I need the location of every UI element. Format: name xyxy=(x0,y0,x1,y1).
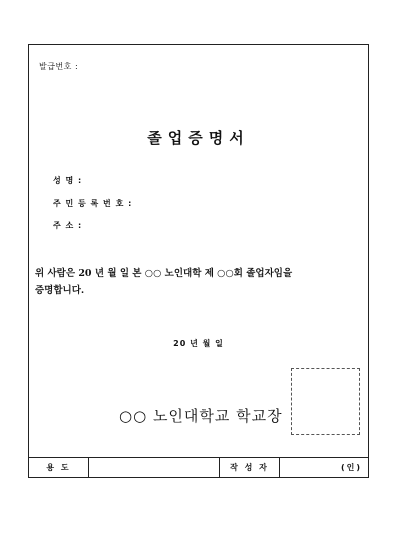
issue-number-label: 발급번호 : xyxy=(39,62,79,71)
certificate-sheet xyxy=(28,44,369,478)
purpose-value xyxy=(89,458,220,477)
address-field-label: 주 소 : xyxy=(53,221,83,230)
author-seal: (인) xyxy=(340,463,362,472)
footer-table xyxy=(29,457,368,477)
statement-line-2: 증명합니다. xyxy=(35,285,85,296)
graduation-statement xyxy=(35,265,364,299)
issue-date-line: 20 년 월 일 xyxy=(173,339,224,348)
seal-placeholder-box xyxy=(291,368,360,435)
school-signature: ○○ 노인대학교 학교장 xyxy=(119,407,283,425)
statement-line-1: 위 사람은 20 년 월 일 본 ○○ 노인대학 제 ○○회 졸업자임을 xyxy=(35,268,293,279)
name-field-label: 성 명 : xyxy=(53,176,83,185)
document-title: 졸업증명서 xyxy=(147,129,250,147)
author-label: 작 성 자 xyxy=(220,458,280,477)
purpose-label: 용 도 xyxy=(29,458,89,477)
resident-number-field-label: 주 민 등 록 번 호 : xyxy=(53,199,133,208)
